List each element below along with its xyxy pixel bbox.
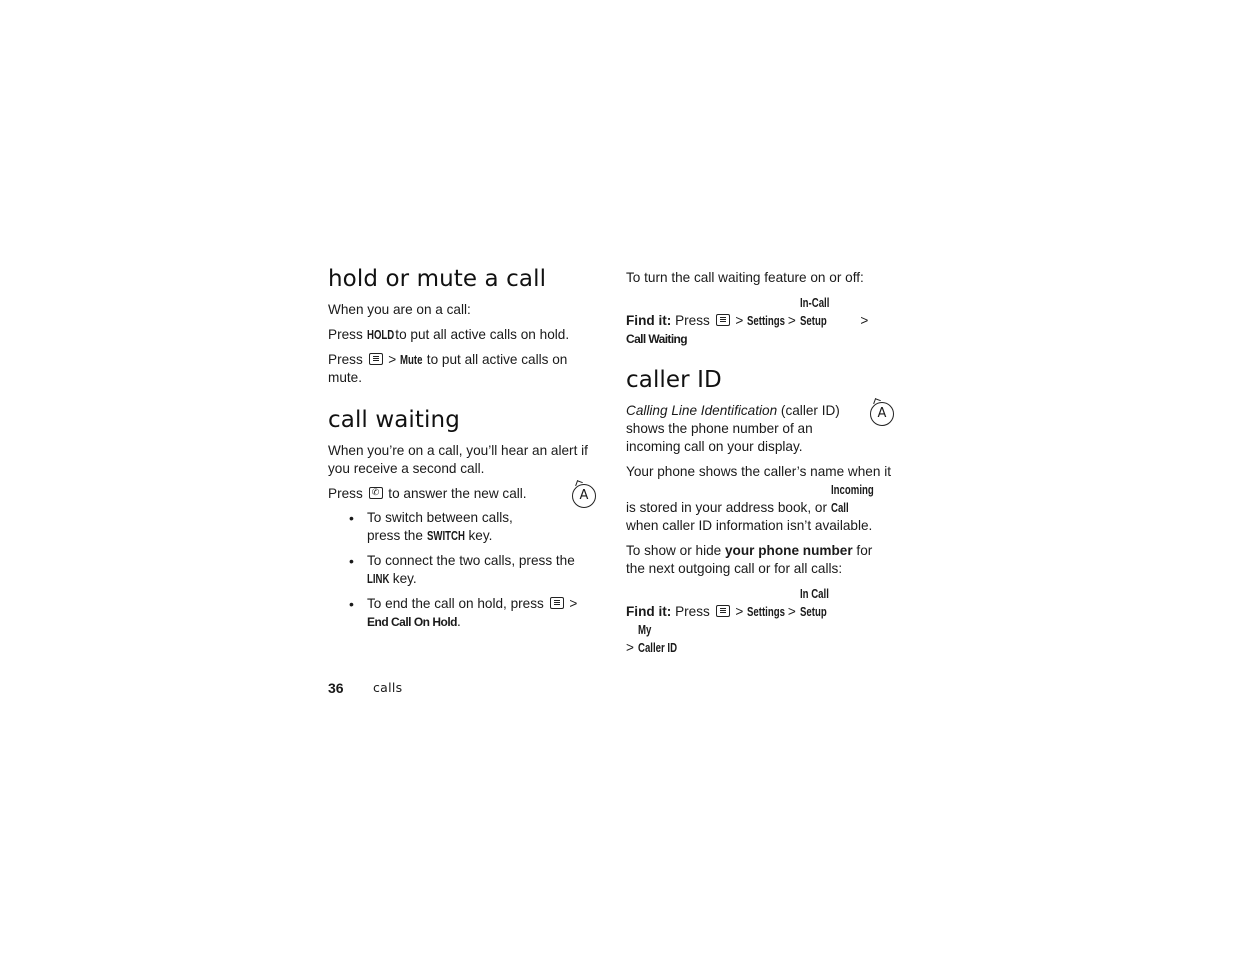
separator: > bbox=[384, 352, 401, 367]
text: key. bbox=[389, 571, 417, 586]
mute-instruction bbox=[328, 351, 600, 387]
text: to put all active calls on hold. bbox=[391, 327, 570, 342]
text: Press bbox=[671, 313, 714, 328]
menu-path-item: Settings bbox=[747, 313, 786, 328]
text: Press bbox=[328, 486, 367, 501]
hold-instruction bbox=[328, 326, 600, 344]
answer-block bbox=[328, 485, 600, 503]
network-feature-icon: A bbox=[572, 484, 596, 508]
separator: > bbox=[731, 604, 748, 619]
findit-label: Find it: bbox=[626, 604, 672, 619]
hold-key-label: HOLD bbox=[366, 327, 394, 342]
show-hide-number-info bbox=[626, 542, 894, 578]
link-key-label: LINK bbox=[367, 571, 390, 586]
caller-id-intro-block bbox=[626, 402, 894, 456]
text: To connect the two calls, press the bbox=[367, 553, 575, 568]
incoming-call-label: Incoming Call bbox=[830, 482, 874, 515]
bold-term: your phone number bbox=[725, 543, 853, 558]
menu-key-icon bbox=[716, 314, 730, 326]
send-key-icon bbox=[369, 487, 383, 499]
separator: > bbox=[784, 313, 800, 328]
section-name: calls bbox=[373, 680, 403, 695]
text: Your phone shows the caller’s name when it is stored in your address book, or bbox=[626, 464, 891, 515]
findit-label: Find it: bbox=[626, 313, 672, 328]
end-call-on-hold-item: End Call On Hold bbox=[367, 615, 457, 629]
findit-caller-id bbox=[626, 585, 866, 657]
menu-key-icon bbox=[716, 605, 730, 617]
list-item bbox=[328, 595, 600, 631]
answer-instruction bbox=[328, 485, 600, 503]
text: To show or hide bbox=[626, 543, 725, 558]
menu-path-item: My Caller ID bbox=[637, 622, 677, 655]
text: for the next outgoing call or for all calls: bbox=[626, 543, 873, 576]
page-footer bbox=[328, 680, 403, 696]
text: to put all active calls on mute. bbox=[328, 352, 568, 385]
text: to answer the new call. bbox=[384, 486, 527, 501]
mute-menu-item: Mute bbox=[400, 352, 423, 367]
separator: > bbox=[565, 596, 578, 611]
heading-call-waiting: call waiting bbox=[328, 407, 460, 433]
separator: > bbox=[856, 313, 869, 328]
call-waiting-intro: When you’re on a call, you’ll hear an alert if you receive a second call. bbox=[328, 443, 588, 476]
separator: > bbox=[731, 313, 748, 328]
text: To end the call on hold, press bbox=[367, 596, 548, 611]
menu-path-item: Call Waiting bbox=[626, 332, 688, 346]
findit-call-waiting bbox=[626, 294, 894, 348]
menu-key-icon bbox=[369, 353, 383, 365]
italic-term: Calling Line Identification bbox=[626, 403, 778, 418]
call-waiting-toggle-intro: To turn the call waiting feature on or off: bbox=[626, 270, 864, 285]
separator: > bbox=[626, 640, 638, 655]
menu-path-item: In Call Setup bbox=[799, 586, 829, 619]
hold-intro: When you are on a call: bbox=[328, 302, 471, 317]
list-item bbox=[328, 552, 600, 588]
call-waiting-bullets bbox=[328, 509, 600, 631]
menu-path-item: In-Call Setup bbox=[799, 295, 830, 328]
right-column bbox=[626, 262, 894, 657]
list-item bbox=[328, 509, 547, 545]
menu-path-item: Settings bbox=[747, 604, 786, 619]
menu-key-icon bbox=[550, 597, 564, 609]
text: Press bbox=[671, 604, 714, 619]
heading-hold-mute: hold or mute a call bbox=[328, 266, 547, 292]
switch-key-label: SWITCH bbox=[426, 528, 465, 543]
text: To switch between calls, press the bbox=[367, 510, 513, 543]
text: Press bbox=[328, 327, 367, 342]
text: (caller ID) shows the phone number of an incoming call on your display. bbox=[626, 403, 840, 454]
network-feature-icon: A bbox=[870, 402, 894, 426]
left-column bbox=[328, 262, 600, 631]
text: . bbox=[457, 614, 461, 629]
text: key. bbox=[464, 528, 493, 543]
caller-name-info bbox=[626, 463, 894, 535]
text: Press bbox=[328, 352, 367, 367]
heading-caller-id: caller ID bbox=[626, 367, 722, 393]
page-number: 36 bbox=[328, 680, 344, 696]
separator: > bbox=[784, 604, 800, 619]
text: when caller ID information isn’t available. bbox=[626, 518, 873, 533]
caller-id-intro bbox=[626, 402, 841, 456]
